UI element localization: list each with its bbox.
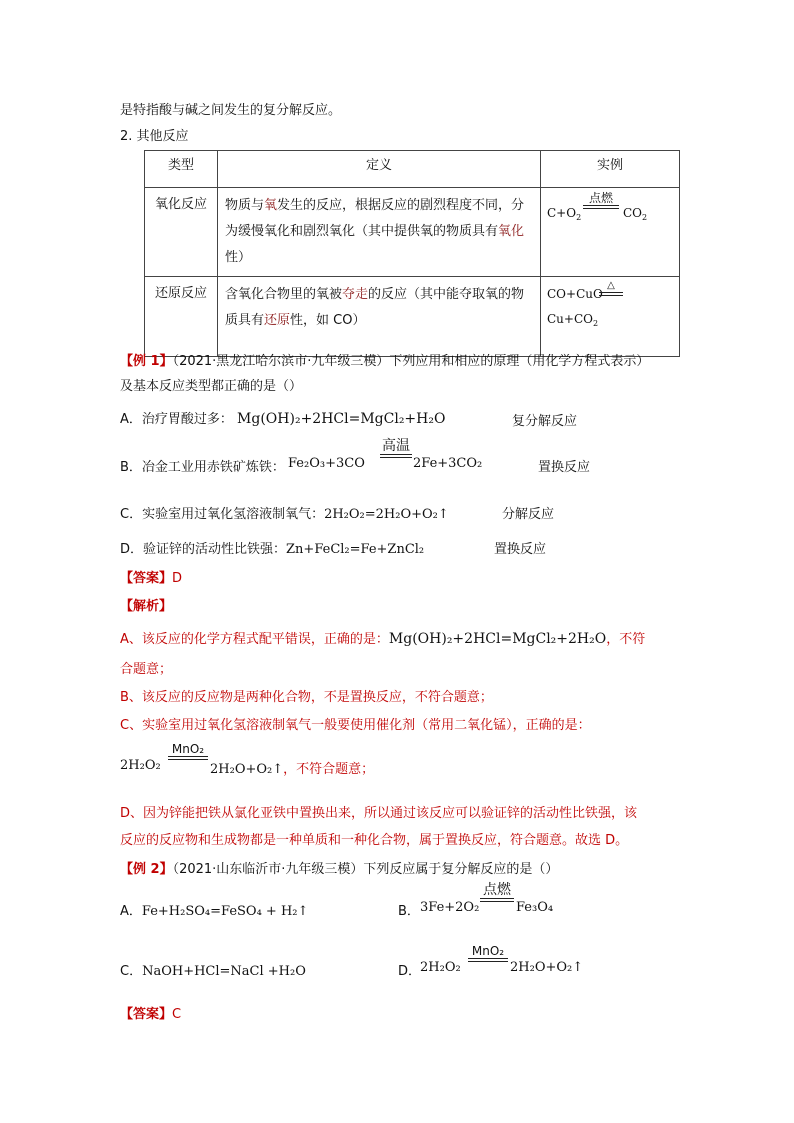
answer-tag: 【答案】 — [120, 571, 173, 586]
example1-option-b-left: Fe₂O₃+3CO — [288, 456, 365, 471]
example1-option-b-prefix: B．冶金工业用赤铁矿炼铁： — [120, 460, 285, 475]
example-reactants: C+O — [547, 206, 577, 220]
example1-stem — [120, 350, 649, 369]
example1-option-c-type: 分解反应 — [502, 507, 555, 522]
example1-option-b-type: 置换反应 — [538, 460, 591, 475]
analysis-b: B、该反应的反应物是两种化合物，不是置换反应，不符合题意； — [120, 690, 493, 705]
option-equation: Fe+H₂SO₄=FeSO₄ + H₂↑ — [141, 904, 309, 919]
example2-stem — [120, 858, 558, 877]
example2-option-b-right: Fe₃O₄ — [516, 900, 554, 915]
def-text: 发生的反应，根据反应的剧烈程度不同，分为缓慢氧化和剧烈氧化（其中提供氧的物质具有 — [225, 198, 525, 239]
table-header-type: 类型 — [145, 151, 218, 188]
option-equation: Zn+FeCl₂=Fe+ZnCl₂ — [286, 542, 425, 557]
equals-bar — [480, 898, 514, 902]
stem-text: （2021·山东临沂市·九年级三模）下列反应属于复分解反应的是（） — [172, 862, 559, 877]
analysis-text: ，不符 — [606, 632, 646, 647]
reaction-types-table — [144, 150, 680, 357]
def-keyword: 还原 — [264, 313, 291, 328]
condition-label: MnO₂ — [471, 944, 505, 958]
equals-bar — [168, 756, 208, 760]
subscript: 2 — [642, 213, 648, 222]
example1-option-d — [120, 538, 424, 557]
condition-label: 点燃 — [588, 191, 613, 205]
row-def-oxidation — [218, 188, 541, 277]
example1-option-a-type: 复分解反应 — [512, 414, 578, 429]
answer-value: C — [172, 1007, 182, 1022]
analysis-c-eq-left: 2H₂O₂ — [120, 758, 161, 773]
subscript: 2 — [592, 319, 599, 328]
option-equation: 2H₂O₂=2H₂O+O₂↑ — [324, 507, 449, 522]
answer-value: D — [172, 571, 183, 586]
analysis-a — [120, 628, 645, 647]
row-def-reduction — [218, 277, 541, 357]
def-text: 物质与 — [225, 198, 265, 213]
subscript: 2 — [576, 213, 582, 222]
reaction-condition — [583, 192, 619, 209]
example2-option-c — [120, 960, 306, 979]
analysis-c-condition — [168, 742, 208, 760]
intro-line: 是特指酸与碱之间发生的复分解反应。 — [120, 103, 342, 118]
table-header-definition: 定义 — [218, 151, 541, 188]
condition-label: MnO₂ — [171, 742, 205, 756]
def-text: 性） — [225, 250, 252, 265]
condition-label: 点燃 — [483, 882, 511, 898]
equals-bar — [468, 958, 508, 962]
example2-option-d-condition — [468, 944, 508, 962]
row-type-reduction: 还原反应 — [145, 277, 218, 357]
condition-label: 高温 — [382, 438, 410, 454]
equals-bar — [380, 454, 412, 458]
example1-stem-line2: 及基本反应类型都正确的是（） — [120, 379, 303, 394]
option-prefix: D．验证锌的活动性比铁强： — [120, 542, 287, 557]
row-example-reduction — [541, 277, 680, 357]
reaction-condition — [599, 279, 623, 296]
example2-option-b-left: 3Fe+2O₂ — [420, 900, 480, 915]
example-tag: 【例 1】 — [120, 354, 173, 369]
table-row-reduction — [145, 277, 680, 357]
def-keyword: 氧 — [264, 198, 278, 213]
example2-option-a — [120, 900, 308, 919]
example2-answer — [120, 1003, 181, 1022]
heat-symbol: △ — [607, 280, 615, 291]
option-equation: NaOH+HCl=NaCl +H₂O — [142, 964, 306, 979]
stem-text: （2021·黑龙江哈尔滨市·九年级三模）下列应用和相应的原理（用化学方程式表示） — [172, 354, 650, 369]
analysis-d-line1: D、因为锌能把铁从氯化亚铁中置换出来，所以通过该反应可以验证锌的活动性比铁强，该 — [120, 806, 638, 821]
option-equation: Mg(OH)₂+2HCl=MgCl₂+H₂O — [237, 411, 446, 427]
answer-tag: 【答案】 — [120, 1007, 173, 1022]
example1-option-b-right: 2Fe+3CO₂ — [413, 456, 483, 471]
def-text: 性，如 CO） — [290, 313, 366, 328]
analysis-text: A、该反应的化学方程式配平错误，正确的是： — [120, 632, 389, 647]
analysis-equation: 2H₂O+O₂↑ — [210, 762, 284, 777]
example1-answer — [120, 567, 182, 586]
example-reactants: CO+CuO — [547, 287, 603, 301]
option-prefix: A． — [120, 904, 142, 919]
example2-option-d-left: 2H₂O₂ — [420, 960, 461, 975]
analysis-c-eq-right — [210, 758, 374, 777]
option-prefix: C．实验室用过氧化氢溶液制氧气： — [120, 507, 325, 522]
example2-option-b-condition — [480, 882, 514, 902]
analysis-equation: Mg(OH)₂+2HCl=MgCl₂+2H₂O — [388, 631, 607, 647]
table-header-example: 实例 — [541, 151, 680, 188]
analysis-text: ，不符合题意； — [283, 762, 375, 777]
example2-option-d-prefix: D． — [398, 964, 422, 979]
table-row-oxidation — [145, 188, 680, 277]
example2-option-d-right: 2H₂O+O₂↑ — [510, 960, 584, 975]
example1-option-a — [120, 408, 445, 427]
def-keyword: 氧化 — [498, 224, 525, 239]
analysis-a-line2: 合题意； — [120, 662, 173, 677]
def-text: 含氧化合物里的氧被 — [225, 287, 343, 302]
example1-option-d-type: 置换反应 — [494, 542, 547, 557]
def-text: 的反应（其中能夺取氧的物质具有 — [225, 287, 525, 328]
example-products: CO — [623, 206, 643, 220]
analysis-d-line2: 反应的反应物和生成物都是一种单质和一种化合物，属于置换反应，符合题意。故选 D。 — [120, 833, 629, 848]
example2-option-b-prefix: B． — [398, 904, 420, 919]
section-heading: 2. 其他反应 — [120, 129, 189, 144]
example1-analysis-tag: 【解析】 — [120, 599, 173, 614]
option-prefix: A．治疗胃酸过多： — [120, 412, 233, 427]
row-type-oxidation: 氧化反应 — [145, 188, 218, 277]
equals-bar — [583, 205, 619, 209]
row-example-oxidation — [541, 188, 680, 277]
example-tag: 【例 2】 — [120, 862, 173, 877]
example-products: Cu+CO — [547, 312, 593, 326]
analysis-c: C、实验室用过氧化氢溶液制氧气一般要使用催化剂（常用二氧化锰），正确的是： — [120, 718, 591, 733]
option-prefix: C． — [120, 964, 143, 979]
example1-option-b-condition — [380, 438, 412, 458]
def-keyword: 夺走 — [342, 287, 369, 302]
equals-bar — [599, 292, 623, 296]
example1-option-c — [120, 503, 449, 522]
